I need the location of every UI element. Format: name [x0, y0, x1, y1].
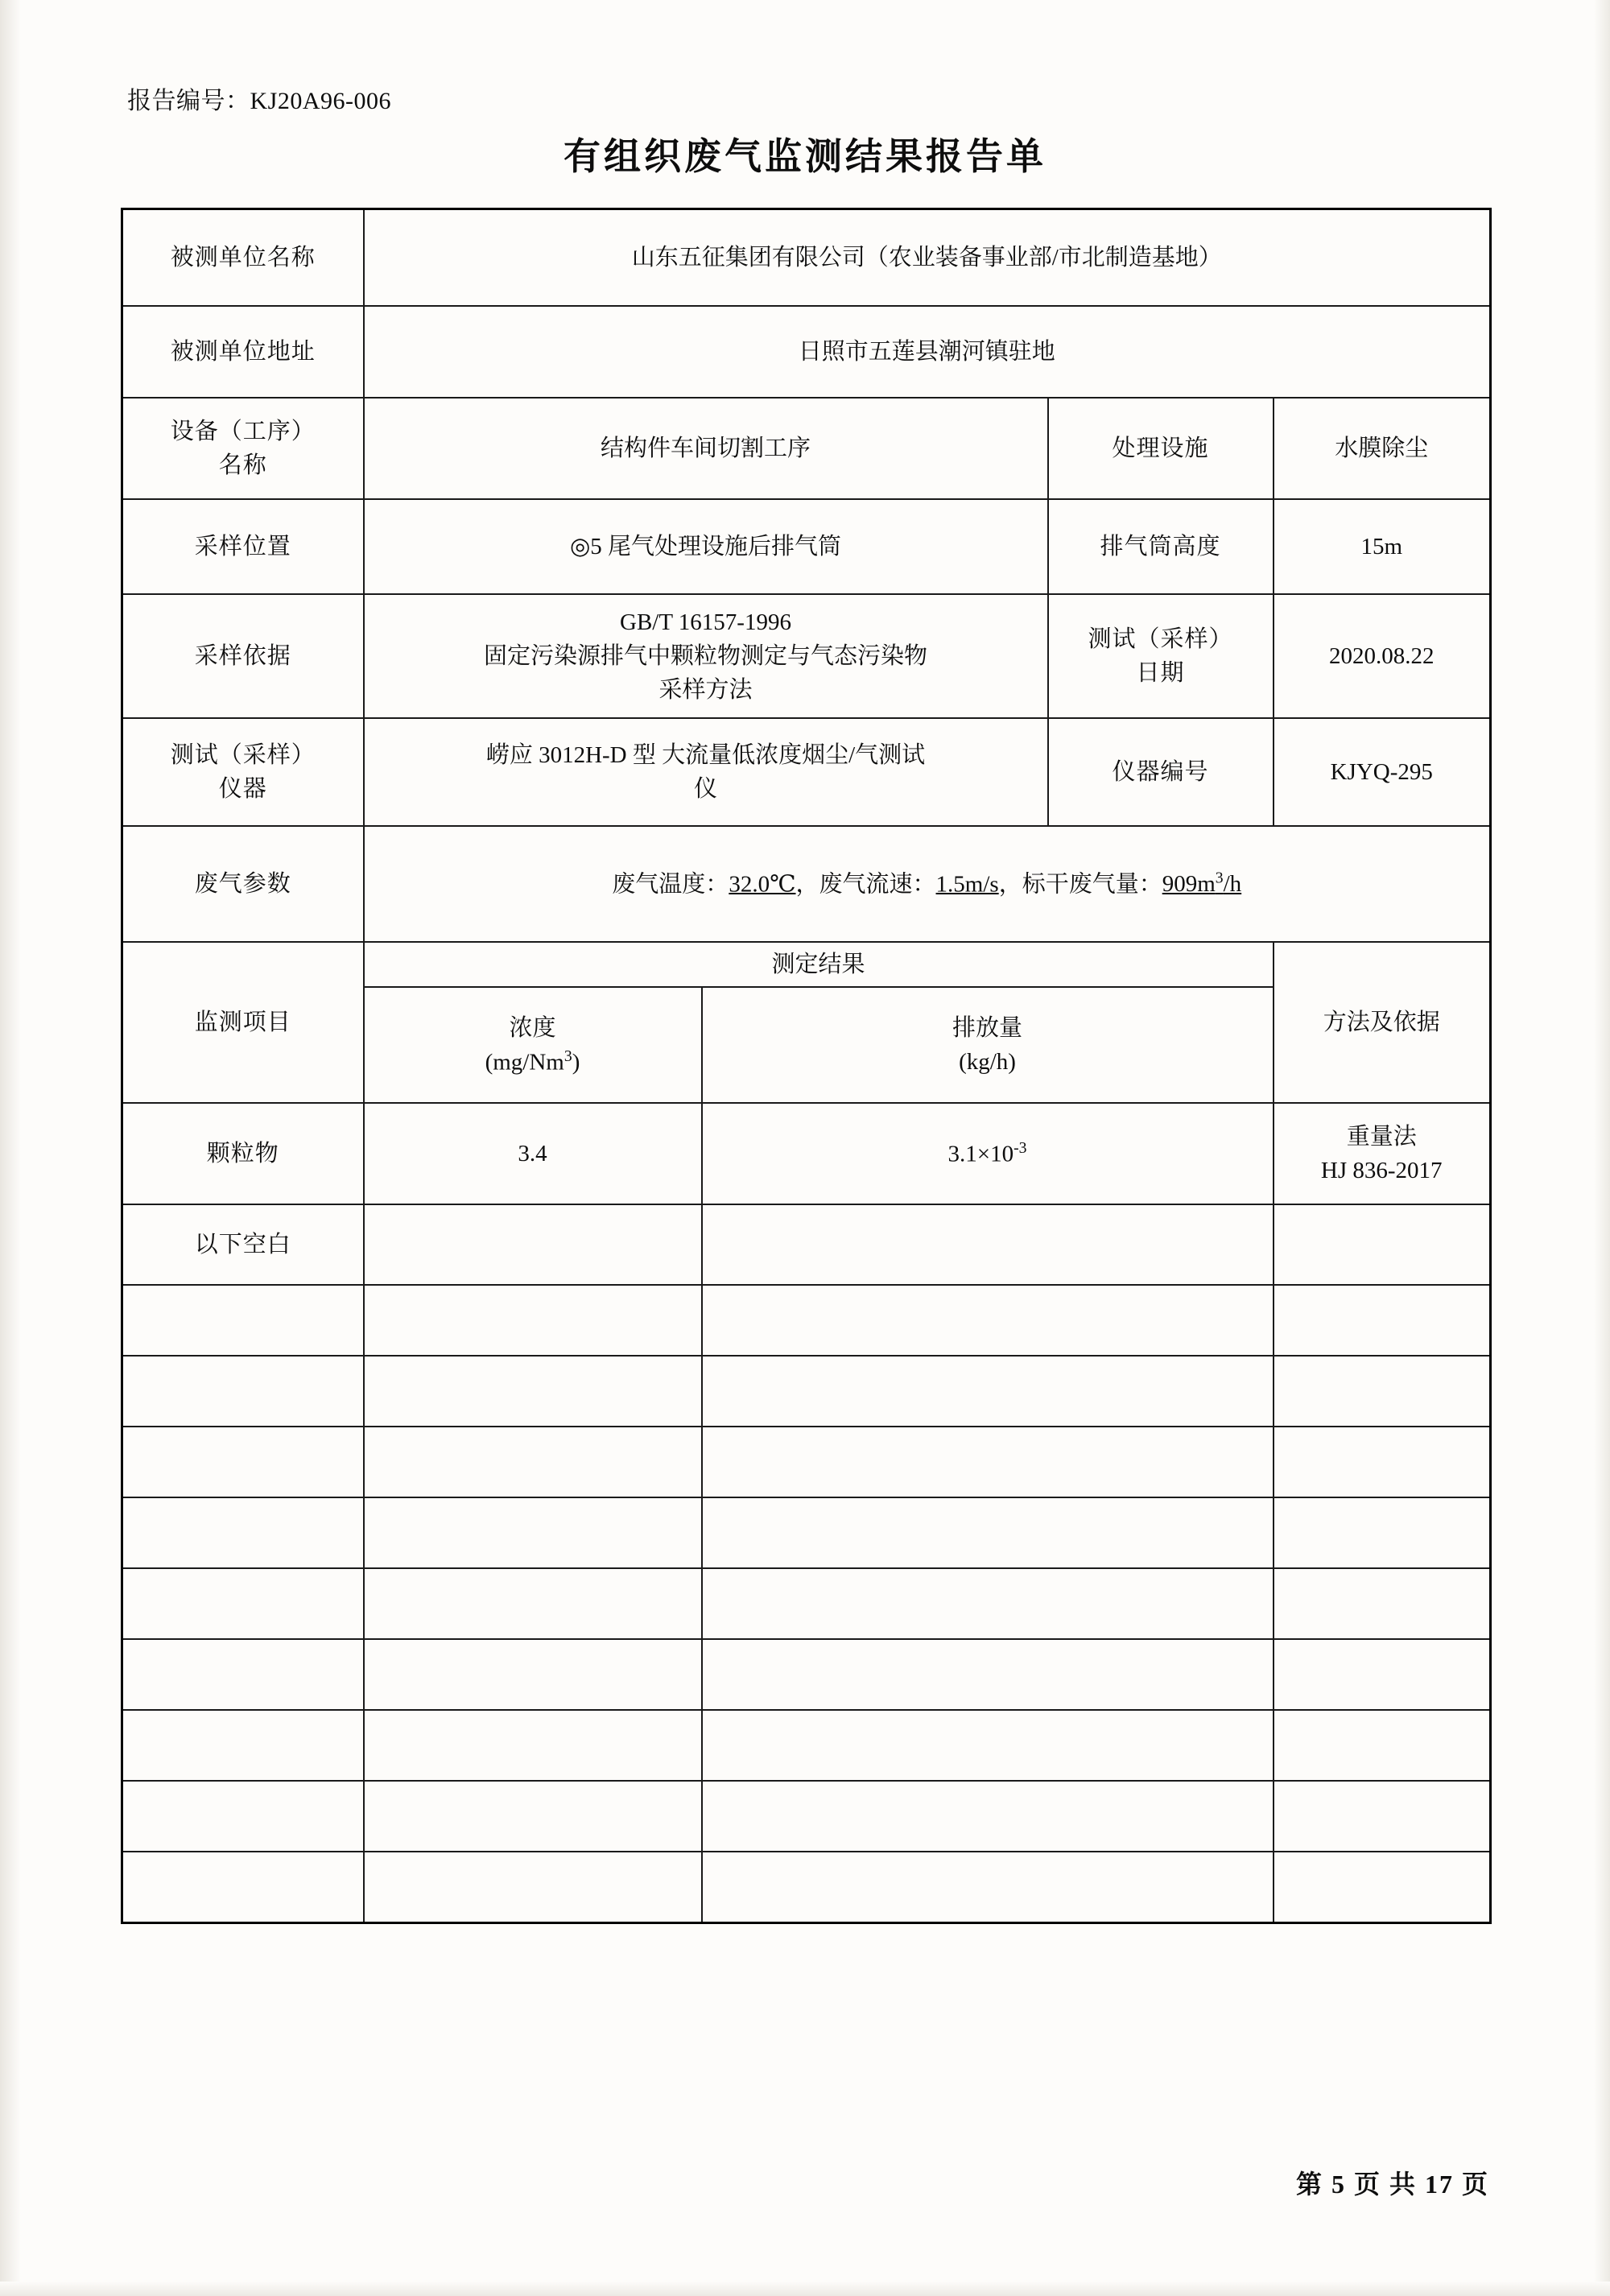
blank-cell	[364, 1427, 702, 1497]
blank-cell	[702, 1427, 1274, 1497]
table-row	[122, 1427, 1491, 1497]
blank-cell	[364, 1639, 702, 1710]
table-row	[122, 306, 1491, 398]
table-row	[122, 826, 1491, 942]
instrument-no-label: 仪器编号	[1048, 718, 1274, 826]
blank-cell	[1274, 1568, 1491, 1639]
blank-cell	[122, 1568, 364, 1639]
blank-cell	[1274, 1710, 1491, 1781]
unit-name-value: 山东五征集团有限公司（农业装备事业部/市北制造基地）	[364, 209, 1491, 307]
blank-cell	[122, 1710, 364, 1781]
blank-cell	[364, 1285, 702, 1356]
table-row	[122, 1568, 1491, 1639]
unit-address-value: 日照市五莲县潮河镇驻地	[364, 306, 1491, 398]
blank-cell	[364, 1356, 702, 1427]
table-row	[122, 398, 1491, 499]
scan-edge-bottom	[0, 2282, 1610, 2296]
blank-cell	[702, 1356, 1274, 1427]
report-number: 报告编号：KJ20A96-006	[127, 88, 391, 114]
blank-cell	[1274, 1852, 1491, 1923]
blank-cell	[1274, 1204, 1491, 1285]
stack-height-label: 排气筒高度	[1048, 499, 1274, 594]
blank-below-label: 以下空白	[122, 1204, 364, 1285]
blank-cell	[364, 1568, 702, 1639]
table-row	[122, 718, 1491, 826]
sampling-basis-label: 采样依据	[122, 594, 364, 718]
emission-header: 排放量 (kg/h)	[702, 987, 1274, 1103]
instrument-label: 测试（采样） 仪器	[122, 718, 364, 826]
gas-parameter-label: 废气参数	[122, 826, 364, 942]
page-title: 有组织废气监测结果报告单	[564, 136, 1046, 177]
blank-cell	[702, 1710, 1274, 1781]
treatment-facility-label: 处理设施	[1048, 398, 1274, 499]
gas-velocity-value: 1.5m/s	[935, 871, 999, 898]
blank-cell	[702, 1852, 1274, 1923]
method-basis-header: 方法及依据	[1274, 942, 1491, 1103]
gas-flow-value: $909m^3/h$	[1162, 869, 1242, 898]
blank-cell	[122, 1356, 364, 1427]
blank-cell	[1274, 1497, 1491, 1568]
blank-cell	[122, 1852, 364, 1923]
blank-cell	[364, 1497, 702, 1568]
table-row	[122, 1852, 1491, 1923]
table-row	[122, 1497, 1491, 1568]
instrument-no-value: KJYQ-295	[1274, 718, 1491, 826]
concentration-unit: (mg/Nm$^3$)	[485, 1047, 580, 1076]
treatment-facility-value: 水膜除尘	[1274, 398, 1491, 499]
gas-temperature-value: 32.0℃	[729, 871, 796, 898]
test-date-value: 2020.08.22	[1274, 594, 1491, 718]
test-date-label: 测试（采样） 日期	[1048, 594, 1274, 718]
blank-cell	[122, 1497, 364, 1568]
table-row	[122, 1639, 1491, 1710]
table-row	[122, 594, 1491, 718]
pollutant-name: 颗粒物	[122, 1103, 364, 1204]
blank-cell	[702, 1497, 1274, 1568]
blank-cell	[122, 1781, 364, 1852]
pollutant-emission: $3.1\times 10^{-3}$	[702, 1103, 1274, 1204]
blank-cell	[1274, 1427, 1491, 1497]
blank-cell	[702, 1204, 1274, 1285]
page-footer: 第 5 页 共 17 页	[1295, 2170, 1489, 2199]
emission-unit: (kg/h)	[959, 1049, 1016, 1076]
blank-cell	[702, 1568, 1274, 1639]
blank-cell	[122, 1639, 364, 1710]
table-row	[122, 209, 1491, 307]
sampling-basis-value: GB/T 16157-1996 固定污染源排气中颗粒物测定与气态污染物 采样方法	[364, 594, 1048, 718]
equipment-value: 结构件车间切割工序	[364, 398, 1048, 499]
gas-parameter-value: 废气温度：32.0℃，废气流速：1.5m/s，标干废气量：$909m^3/h$	[364, 826, 1491, 942]
blank-cell	[122, 1285, 364, 1356]
blank-cell	[1274, 1285, 1491, 1356]
blank-cell	[364, 1781, 702, 1852]
table-row	[122, 1204, 1491, 1285]
blank-cell	[702, 1781, 1274, 1852]
blank-cell	[122, 1427, 364, 1497]
measurement-result-header: 测定结果	[364, 942, 1274, 987]
table-row	[122, 1781, 1491, 1852]
blank-cell	[702, 1639, 1274, 1710]
stack-height-value: 15m	[1274, 499, 1491, 594]
report-table	[121, 208, 1492, 1924]
equipment-label: 设备（工序） 名称	[122, 398, 364, 499]
instrument-value: 崂应 3012H-D 型 大流量低浓度烟尘/气测试 仪	[364, 718, 1048, 826]
blank-cell	[1274, 1356, 1491, 1427]
table-row	[122, 1285, 1491, 1356]
blank-cell	[1274, 1639, 1491, 1710]
sampling-position-value: ◎5 尾气处理设施后排气筒	[364, 499, 1048, 594]
unit-name-label: 被测单位名称	[122, 209, 364, 307]
sampling-position-label: 采样位置	[122, 499, 364, 594]
pollutant-concentration: 3.4	[364, 1103, 702, 1204]
blank-cell	[1274, 1781, 1491, 1852]
concentration-header: 浓度 (mg/Nm$^3$)	[364, 987, 702, 1103]
table-row	[122, 1710, 1491, 1781]
blank-cell	[364, 1710, 702, 1781]
table-row	[122, 942, 1491, 987]
blank-cell	[364, 1204, 702, 1285]
table-row	[122, 499, 1491, 594]
scan-edge-left	[0, 0, 21, 2296]
pollutant-method: 重量法 HJ 836-2017	[1274, 1103, 1491, 1204]
table-row	[122, 1356, 1491, 1427]
table-row	[122, 1103, 1491, 1204]
monitor-item-label: 监测项目	[122, 942, 364, 1103]
unit-address-label: 被测单位地址	[122, 306, 364, 398]
blank-cell	[364, 1852, 702, 1923]
scan-edge-right	[1594, 0, 1610, 2296]
blank-cell	[702, 1285, 1274, 1356]
